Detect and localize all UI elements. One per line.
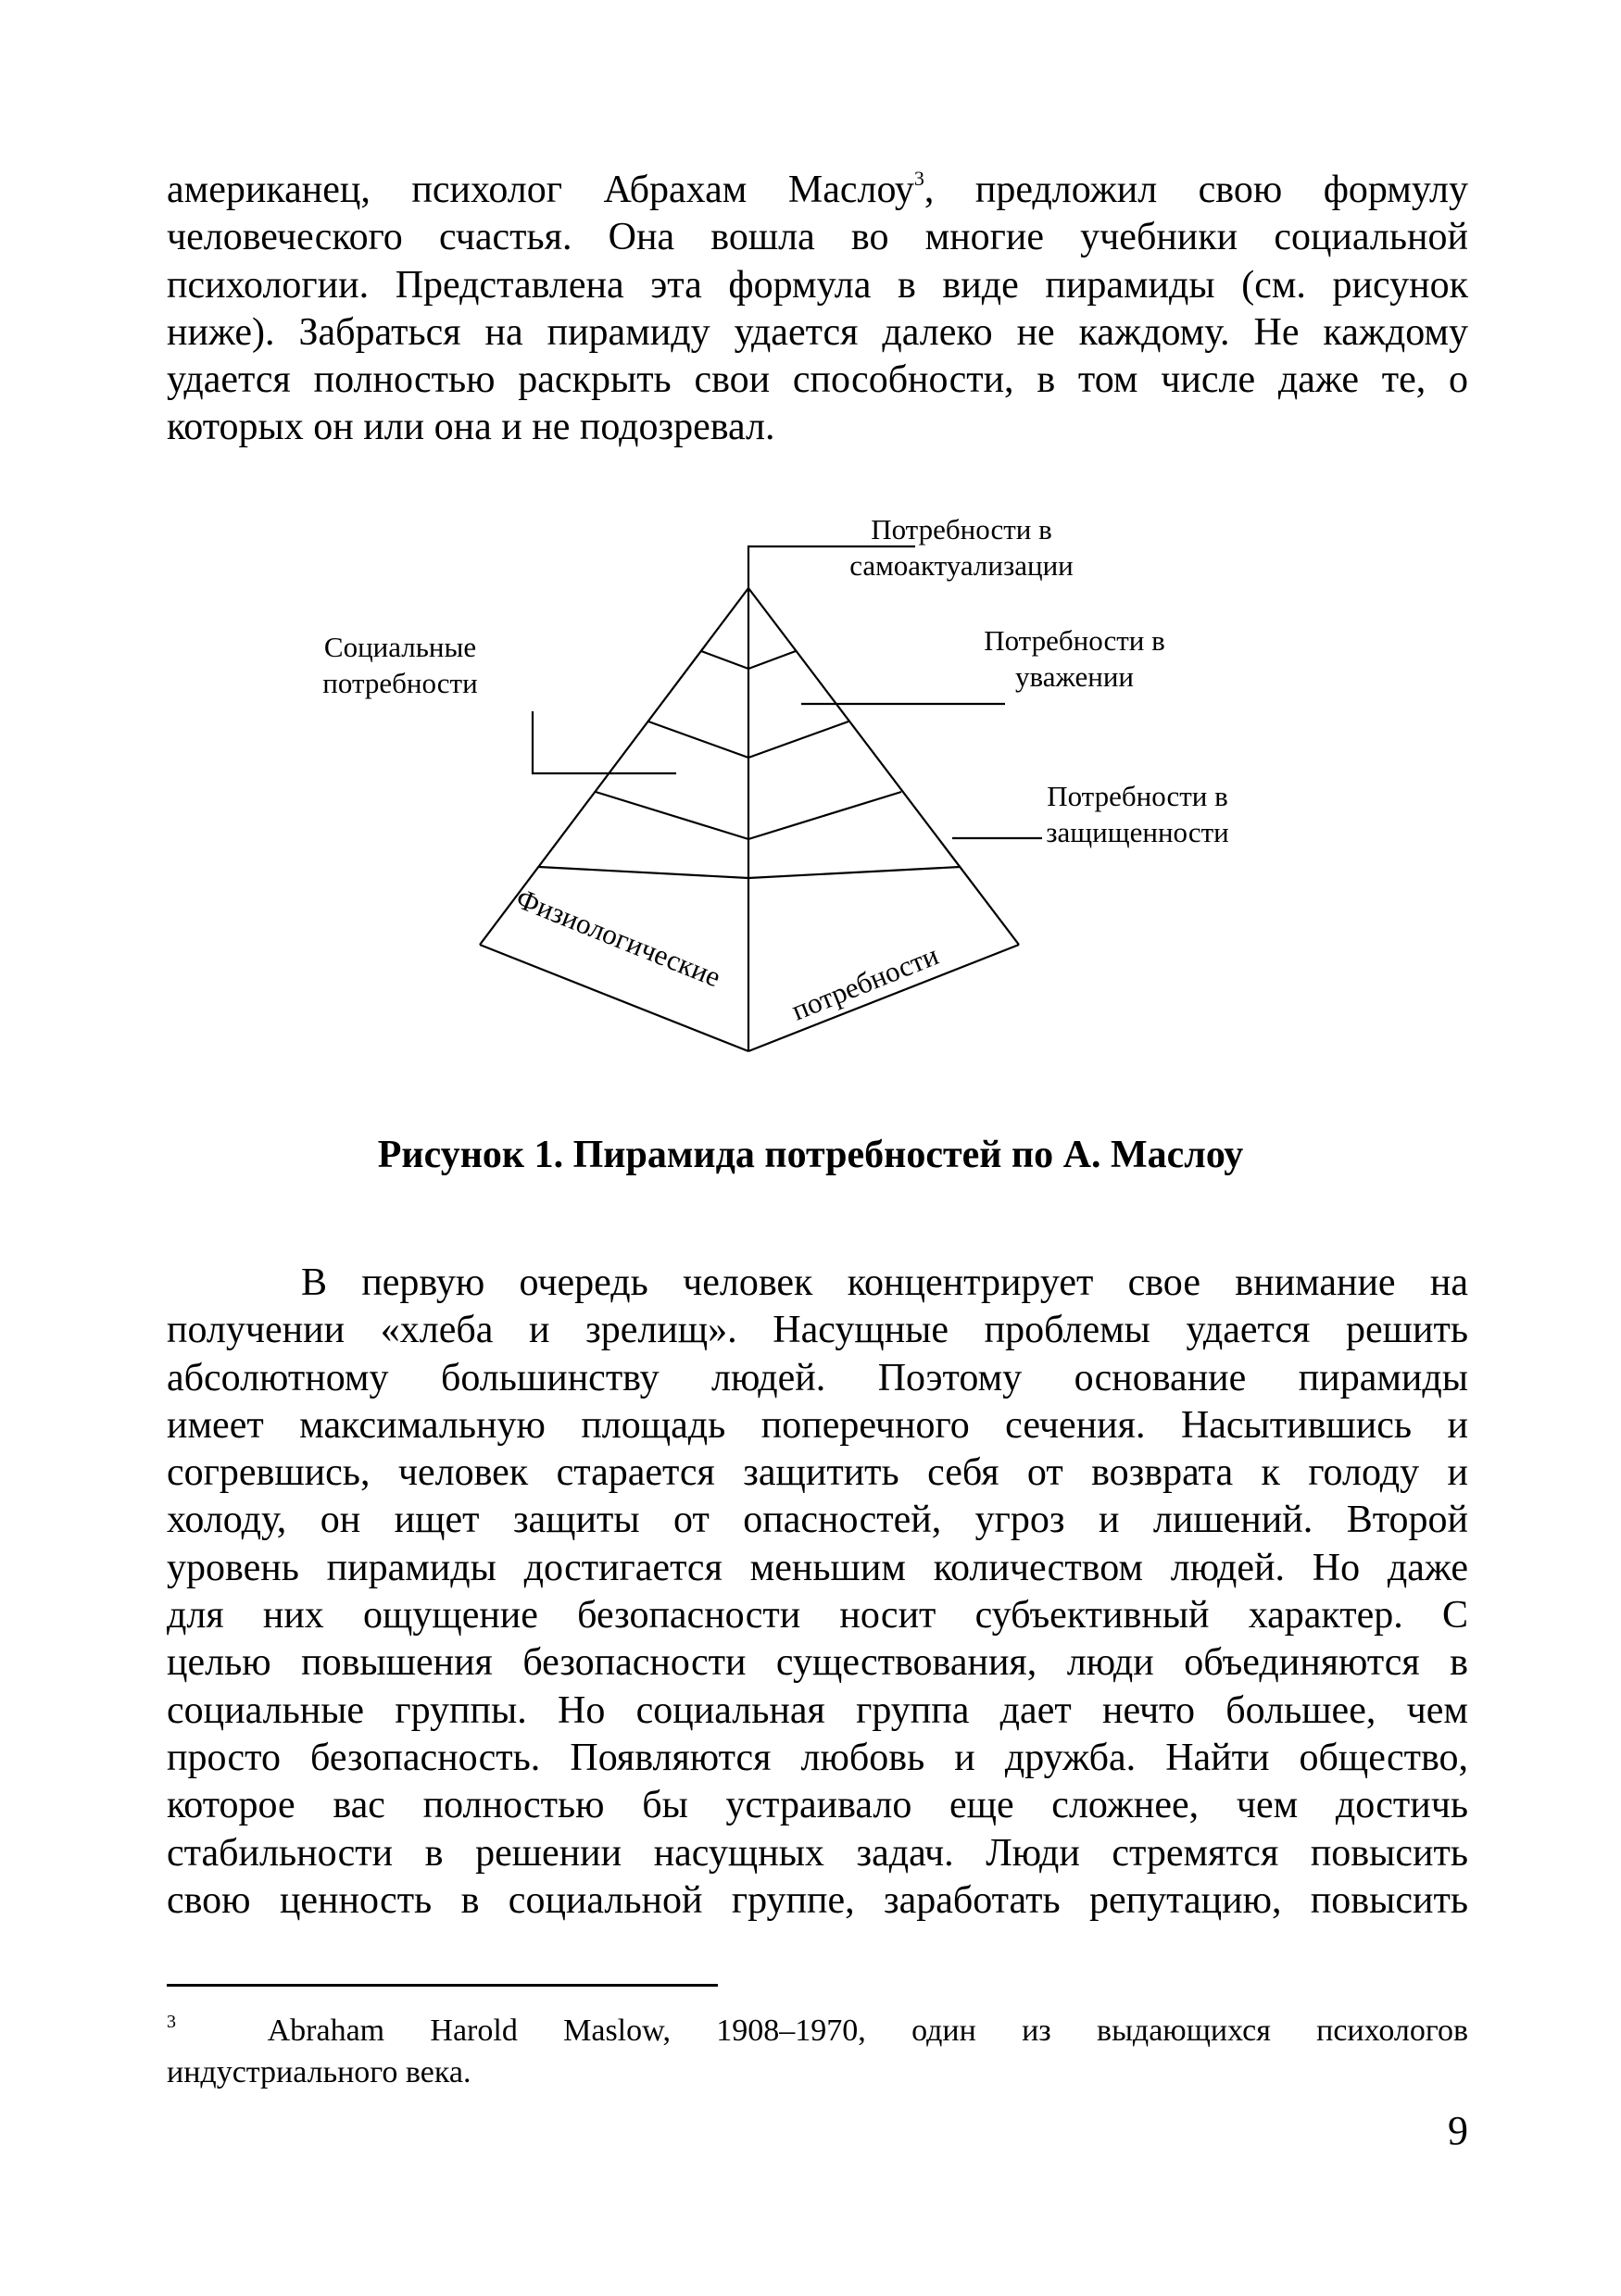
tier-4-right — [748, 867, 960, 878]
paragraph-2-line-13: стабильности в решении насущных задач. Люди стремятся повысить — [167, 1831, 1468, 1875]
tier-2-left — [648, 721, 748, 758]
paragraph-2-line-14: свою ценность в социальной группе, заработать репутацию, повысить — [167, 1878, 1468, 1922]
paragraph-2-line-3: абсолютному большинству людей. Поэтому основание пирамиды — [167, 1356, 1468, 1399]
label-self-actualization-line-1: Потребности в — [871, 513, 1052, 546]
label-social-line-1: Социальные — [323, 631, 477, 663]
figure-caption: Рисунок 1. Пирамида потребностей по А. Маслоу — [377, 1134, 1244, 1176]
footnote-line-2: индустриального века. — [167, 2055, 471, 2089]
paragraph-2-line-2: получении «хлеба и зрелищ». Насущные проблемы удается решить — [167, 1309, 1468, 1352]
paragraph-2-line-1: В первую очередь человек концентрирует свое внимание на — [301, 1261, 1468, 1304]
pyramid-right-edge — [748, 588, 1019, 945]
footnote-separator — [167, 1984, 718, 1987]
label-safety-line-2: защищенности — [1046, 816, 1229, 848]
paragraph-2-line-4: имеет максимальную площадь поперечного сечения. Насытившись и — [167, 1403, 1468, 1447]
label-esteem-line-2: уважении — [1014, 660, 1135, 693]
label-physiological-left: Физиологические — [511, 882, 725, 994]
leader-social — [533, 711, 676, 773]
paragraph-1-line-4: ниже). Забраться на пирамиду удается далеко не каждому. Не каждому — [167, 310, 1468, 354]
tier-3-left — [596, 792, 748, 839]
maslow-pyramid-figure — [296, 509, 1334, 1084]
page-number: 9 — [1448, 2108, 1468, 2153]
paragraph-2-line-12: которое вас полностью бы устраивало еще сложнее, чем достичь — [167, 1784, 1468, 1827]
paragraph-2-line-6: холоду, он ищет защиты от опасностей, угроз и лишений. Второй — [167, 1499, 1468, 1542]
pyramid-diagram — [296, 509, 1334, 1084]
label-physiological-right: потребности — [786, 938, 943, 1027]
tier-3-right — [748, 792, 901, 839]
tier-1-left — [701, 651, 748, 669]
paragraph-1-line-6: которых он или она и не подозревал. — [167, 406, 775, 449]
footnote-line-1: $^3$ Abraham Harold Maslow, 1908–1970, один из выдающихся психологов — [167, 2012, 1468, 2048]
paragraph-1-line-1: американец, психолог Абрахам Маслоу$^3$, предложил свою формулу — [167, 167, 1468, 211]
paragraph-2-line-7: уровень пирамиды достигается меньшим количеством людей. Но даже — [167, 1546, 1468, 1589]
label-social-line-2: потребности — [322, 667, 478, 699]
footnote — [167, 2010, 1468, 2093]
paragraph-1-line-2: человеческого счастья. Она вошла во многие учебники социальной — [167, 216, 1468, 259]
paragraph-2-line-9: целью повышения безопасности существования, люди объединяются в — [167, 1641, 1468, 1685]
footnote-reference[interactable]: 3 — [913, 167, 924, 190]
paragraph-2-line-8: для них ощущение безопасности носит субъективный характер. С — [167, 1594, 1468, 1637]
paragraph-2-line-10: социальные группы. Но социальная группа дает нечто большее, чем — [167, 1688, 1468, 1732]
tier-2-right — [748, 721, 848, 758]
paragraph-2-line-5: согревшись, человек старается защитить себя от возврата к голоду и — [167, 1451, 1468, 1495]
paragraph-1-line-5: удается полностью раскрыть свои способности, в том числе даже те, о — [167, 358, 1468, 402]
paragraph-1-line-3: психологии. Представлена эта формула в виде пирамиды (см. рисунок — [167, 263, 1468, 307]
label-self-actualization-line-2: самоактуализации — [849, 549, 1074, 582]
tier-1-right — [748, 651, 796, 669]
footnote-mark: 3 — [167, 2012, 176, 2032]
label-safety-line-1: Потребности в — [1047, 780, 1228, 812]
paragraph-2 — [167, 1260, 1468, 1925]
label-esteem-line-1: Потребности в — [984, 624, 1165, 657]
paragraph-1 — [167, 167, 1468, 452]
tier-4-left — [539, 867, 748, 878]
paragraph-2-line-11: просто безопасность. Появляются любовь и дружба. Найти общество, — [167, 1736, 1468, 1779]
